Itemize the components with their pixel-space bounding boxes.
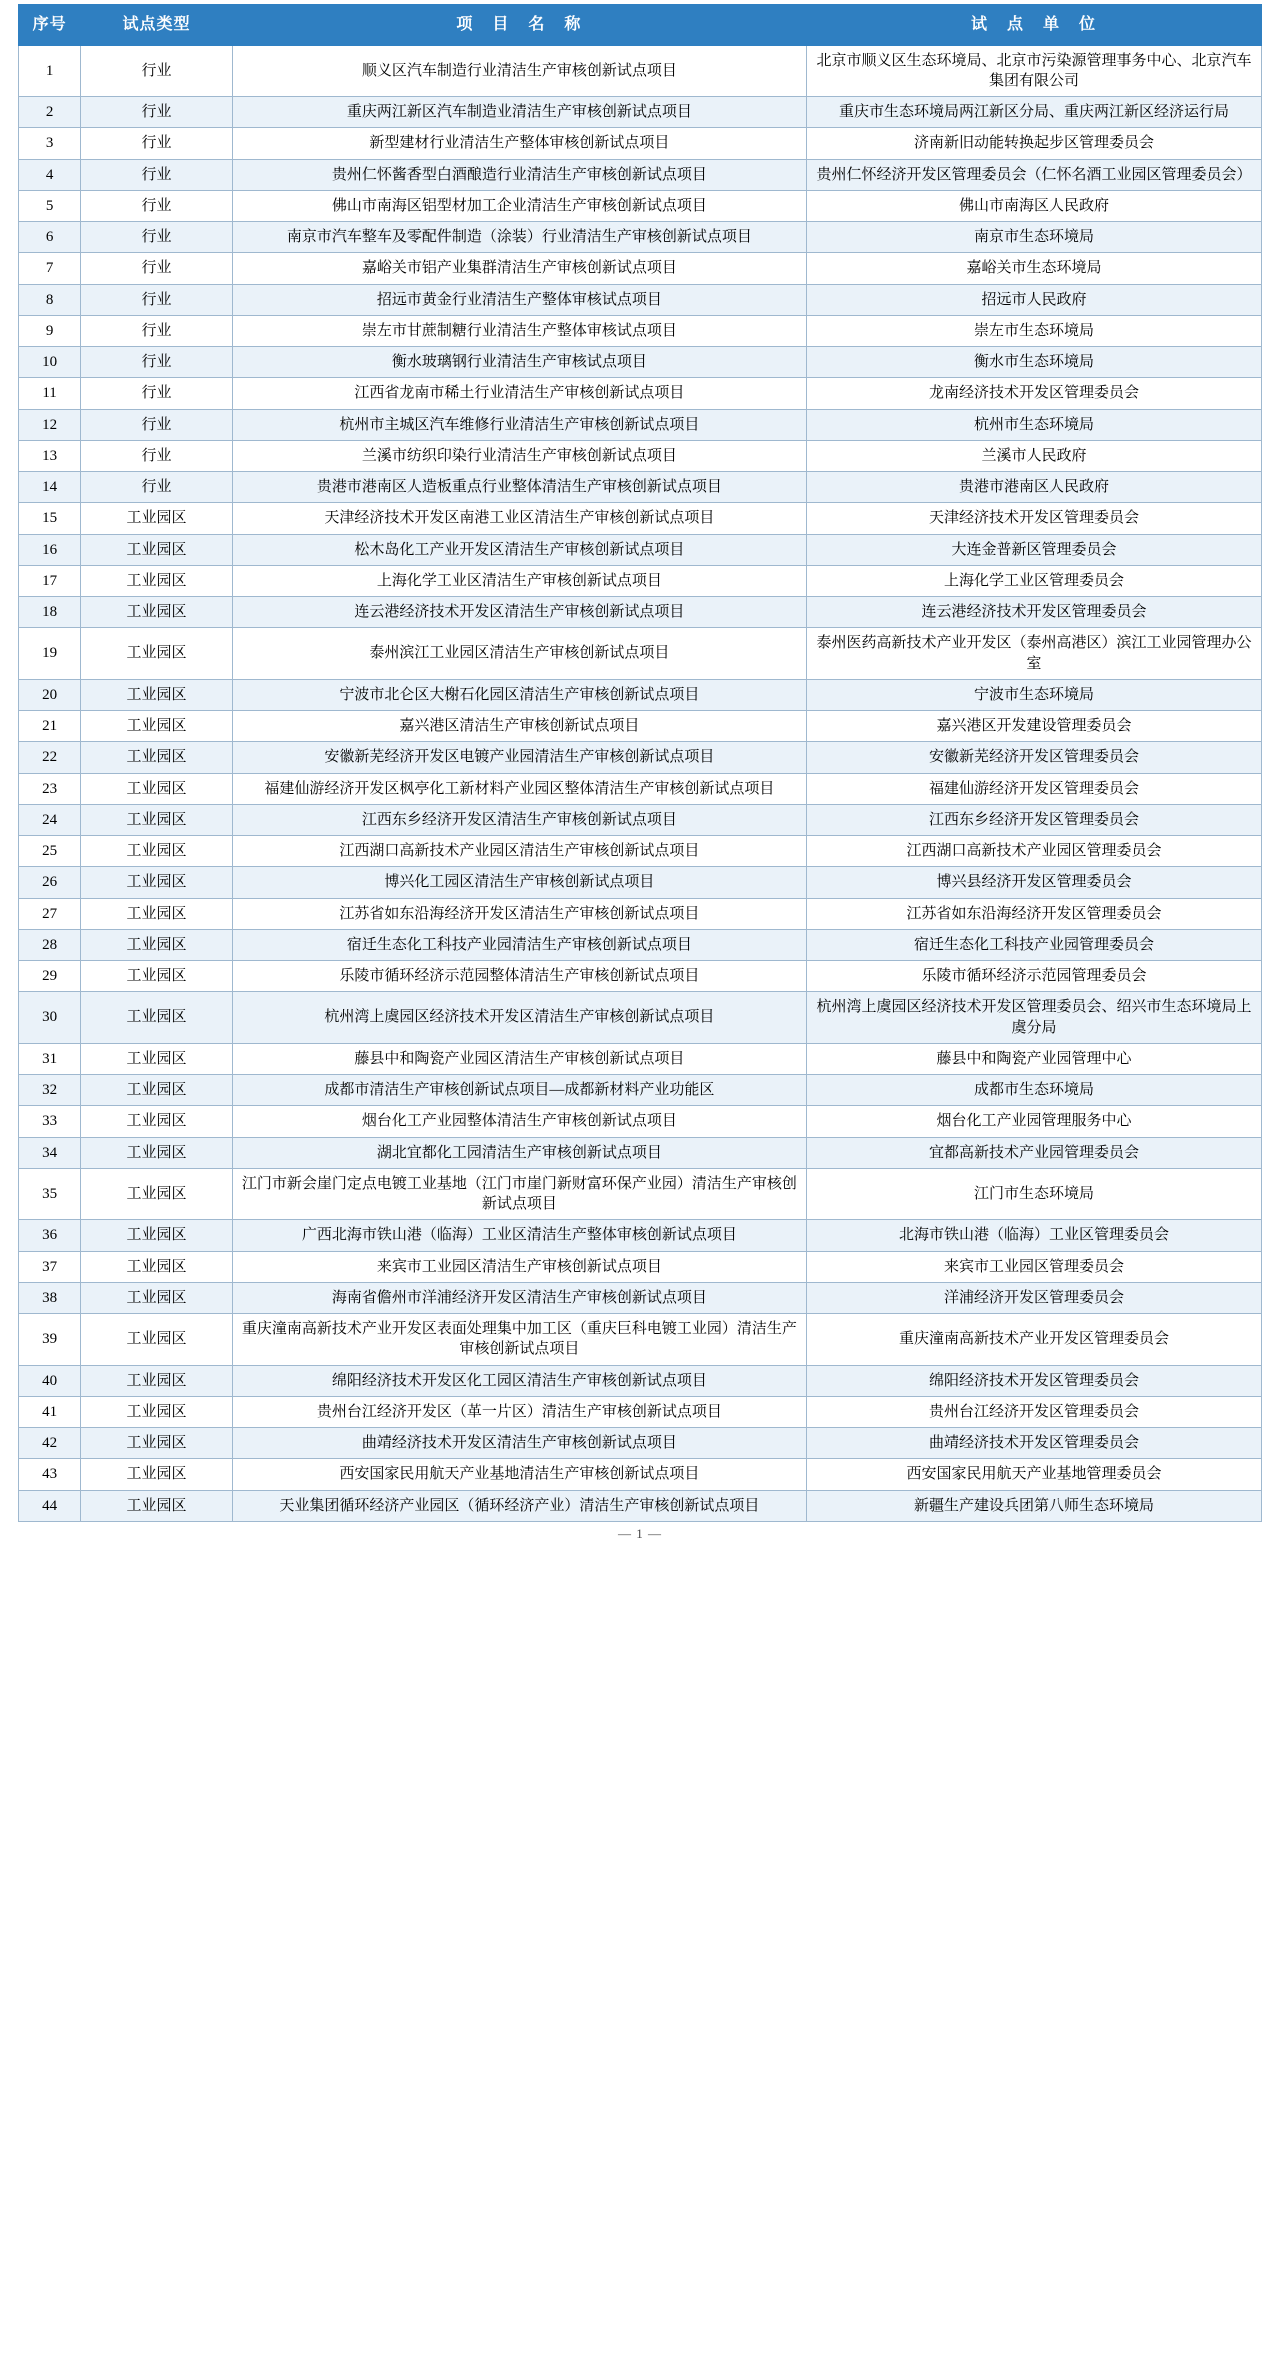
cell-pilot-unit: 安徽新芜经济开发区管理委员会 xyxy=(807,742,1262,773)
cell-project-name: 重庆潼南高新技术产业开发区表面处理集中加工区（重庆巨科电镀工业园）清洁生产审核创新试点项目 xyxy=(232,1314,806,1366)
cell-index: 8 xyxy=(19,284,81,315)
column-header-name: 项 目 名 称 xyxy=(232,5,806,46)
cell-type: 行业 xyxy=(81,378,233,409)
cell-project-name: 来宾市工业园区清洁生产审核创新试点项目 xyxy=(232,1251,806,1282)
table-row xyxy=(19,1396,1262,1427)
cell-index: 40 xyxy=(19,1365,81,1396)
cell-pilot-unit: 江门市生态环境局 xyxy=(807,1168,1262,1220)
cell-pilot-unit: 衡水市生态环境局 xyxy=(807,347,1262,378)
cell-pilot-unit: 大连金普新区管理委员会 xyxy=(807,534,1262,565)
cell-project-name: 乐陵市循环经济示范园整体清洁生产审核创新试点项目 xyxy=(232,961,806,992)
cell-project-name: 新型建材行业清洁生产整体审核创新试点项目 xyxy=(232,128,806,159)
cell-index: 2 xyxy=(19,97,81,128)
cell-project-name: 成都市清洁生产审核创新试点项目—成都新材料产业功能区 xyxy=(232,1075,806,1106)
cell-type: 工业园区 xyxy=(81,867,233,898)
cell-project-name: 贵港市港南区人造板重点行业整体清洁生产审核创新试点项目 xyxy=(232,472,806,503)
cell-index: 18 xyxy=(19,597,81,628)
cell-type: 工业园区 xyxy=(81,836,233,867)
table-row xyxy=(19,1043,1262,1074)
table-row xyxy=(19,128,1262,159)
table-row xyxy=(19,190,1262,221)
cell-index: 24 xyxy=(19,804,81,835)
cell-project-name: 江苏省如东沿海经济开发区清洁生产审核创新试点项目 xyxy=(232,898,806,929)
cell-index: 1 xyxy=(19,45,81,97)
cell-type: 行业 xyxy=(81,315,233,346)
cell-index: 20 xyxy=(19,679,81,710)
cell-type: 工业园区 xyxy=(81,1106,233,1137)
table-row xyxy=(19,565,1262,596)
cell-type: 工业园区 xyxy=(81,1220,233,1251)
table-row xyxy=(19,378,1262,409)
cell-type: 工业园区 xyxy=(81,1459,233,1490)
cell-project-name: 湖北宜都化工园清洁生产审核创新试点项目 xyxy=(232,1137,806,1168)
cell-type: 工业园区 xyxy=(81,773,233,804)
table-row xyxy=(19,503,1262,534)
cell-pilot-unit: 江苏省如东沿海经济开发区管理委员会 xyxy=(807,898,1262,929)
pilot-project-table xyxy=(18,4,1262,1522)
cell-pilot-unit: 西安国家民用航天产业基地管理委员会 xyxy=(807,1459,1262,1490)
cell-type: 工业园区 xyxy=(81,992,233,1044)
cell-type: 工业园区 xyxy=(81,679,233,710)
table-row xyxy=(19,597,1262,628)
cell-project-name: 西安国家民用航天产业基地清洁生产审核创新试点项目 xyxy=(232,1459,806,1490)
cell-pilot-unit: 贵港市港南区人民政府 xyxy=(807,472,1262,503)
cell-type: 工业园区 xyxy=(81,1365,233,1396)
cell-type: 工业园区 xyxy=(81,1282,233,1313)
cell-type: 行业 xyxy=(81,253,233,284)
cell-project-name: 烟台化工产业园整体清洁生产审核创新试点项目 xyxy=(232,1106,806,1137)
table-row xyxy=(19,898,1262,929)
cell-type: 行业 xyxy=(81,222,233,253)
cell-project-name: 连云港经济技术开发区清洁生产审核创新试点项目 xyxy=(232,597,806,628)
cell-project-name: 招远市黄金行业清洁生产整体审核试点项目 xyxy=(232,284,806,315)
cell-type: 工业园区 xyxy=(81,929,233,960)
table-row xyxy=(19,742,1262,773)
cell-project-name: 天业集团循环经济产业园区（循环经济产业）清洁生产审核创新试点项目 xyxy=(232,1490,806,1521)
cell-pilot-unit: 绵阳经济技术开发区管理委员会 xyxy=(807,1365,1262,1396)
table-header-row xyxy=(19,5,1262,46)
cell-pilot-unit: 贵州仁怀经济开发区管理委员会（仁怀名酒工业园区管理委员会） xyxy=(807,159,1262,190)
cell-type: 工业园区 xyxy=(81,1490,233,1521)
table-row xyxy=(19,1365,1262,1396)
cell-pilot-unit: 福建仙游经济开发区管理委员会 xyxy=(807,773,1262,804)
cell-type: 行业 xyxy=(81,128,233,159)
cell-project-name: 衡水玻璃钢行业清洁生产审核试点项目 xyxy=(232,347,806,378)
cell-pilot-unit: 烟台化工产业园管理服务中心 xyxy=(807,1106,1262,1137)
cell-index: 14 xyxy=(19,472,81,503)
cell-project-name: 泰州滨江工业园区清洁生产审核创新试点项目 xyxy=(232,628,806,680)
cell-project-name: 江西东乡经济开发区清洁生产审核创新试点项目 xyxy=(232,804,806,835)
table-row xyxy=(19,804,1262,835)
cell-pilot-unit: 重庆市生态环境局两江新区分局、重庆两江新区经济运行局 xyxy=(807,97,1262,128)
cell-type: 工业园区 xyxy=(81,742,233,773)
cell-type: 行业 xyxy=(81,45,233,97)
cell-pilot-unit: 连云港经济技术开发区管理委员会 xyxy=(807,597,1262,628)
cell-index: 34 xyxy=(19,1137,81,1168)
cell-type: 行业 xyxy=(81,472,233,503)
cell-pilot-unit: 重庆潼南高新技术产业开发区管理委员会 xyxy=(807,1314,1262,1366)
cell-index: 13 xyxy=(19,440,81,471)
table-row xyxy=(19,679,1262,710)
cell-index: 32 xyxy=(19,1075,81,1106)
column-header-type: 试点类型 xyxy=(81,5,233,46)
table-row xyxy=(19,1428,1262,1459)
cell-pilot-unit: 北京市顺义区生态环境局、北京市污染源管理事务中心、北京汽车集团有限公司 xyxy=(807,45,1262,97)
table-header xyxy=(19,5,1262,46)
cell-type: 工业园区 xyxy=(81,503,233,534)
table-row xyxy=(19,1168,1262,1220)
cell-index: 7 xyxy=(19,253,81,284)
page-footer: — 1 — xyxy=(618,1525,662,1541)
table-row xyxy=(19,1459,1262,1490)
cell-index: 6 xyxy=(19,222,81,253)
cell-project-name: 贵州台江经济开发区（革一片区）清洁生产审核创新试点项目 xyxy=(232,1396,806,1427)
table-row xyxy=(19,929,1262,960)
cell-type: 行业 xyxy=(81,97,233,128)
cell-type: 工业园区 xyxy=(81,1075,233,1106)
column-header-unit: 试 点 单 位 xyxy=(807,5,1262,46)
cell-project-name: 江门市新会崖门定点电镀工业基地（江门市崖门新财富环保产业园）清洁生产审核创新试点项目 xyxy=(232,1168,806,1220)
cell-pilot-unit: 龙南经济技术开发区管理委员会 xyxy=(807,378,1262,409)
table-row xyxy=(19,1075,1262,1106)
cell-pilot-unit: 泰州医药高新技术产业开发区（泰州高港区）滨江工业园管理办公室 xyxy=(807,628,1262,680)
cell-project-name: 绵阳经济技术开发区化工园区清洁生产审核创新试点项目 xyxy=(232,1365,806,1396)
table-body xyxy=(19,45,1262,1521)
cell-project-name: 上海化学工业区清洁生产审核创新试点项目 xyxy=(232,565,806,596)
cell-project-name: 崇左市甘蔗制糖行业清洁生产整体审核试点项目 xyxy=(232,315,806,346)
cell-index: 12 xyxy=(19,409,81,440)
cell-project-name: 福建仙游经济开发区枫亭化工新材料产业园区整体清洁生产审核创新试点项目 xyxy=(232,773,806,804)
cell-type: 工业园区 xyxy=(81,1251,233,1282)
cell-pilot-unit: 成都市生态环境局 xyxy=(807,1075,1262,1106)
cell-type: 工业园区 xyxy=(81,898,233,929)
cell-index: 27 xyxy=(19,898,81,929)
cell-project-name: 宿迁生态化工科技产业园清洁生产审核创新试点项目 xyxy=(232,929,806,960)
cell-type: 工业园区 xyxy=(81,565,233,596)
cell-index: 22 xyxy=(19,742,81,773)
cell-project-name: 嘉峪关市铝产业集群清洁生产审核创新试点项目 xyxy=(232,253,806,284)
table-row xyxy=(19,1282,1262,1313)
cell-project-name: 曲靖经济技术开发区清洁生产审核创新试点项目 xyxy=(232,1428,806,1459)
table-row xyxy=(19,1490,1262,1521)
table-row xyxy=(19,284,1262,315)
table-row xyxy=(19,867,1262,898)
cell-pilot-unit: 南京市生态环境局 xyxy=(807,222,1262,253)
cell-pilot-unit: 济南新旧动能转换起步区管理委员会 xyxy=(807,128,1262,159)
cell-type: 工业园区 xyxy=(81,534,233,565)
cell-pilot-unit: 北海市铁山港（临海）工业区管理委员会 xyxy=(807,1220,1262,1251)
cell-project-name: 贵州仁怀酱香型白酒酿造行业清洁生产审核创新试点项目 xyxy=(232,159,806,190)
cell-index: 44 xyxy=(19,1490,81,1521)
cell-pilot-unit: 贵州台江经济开发区管理委员会 xyxy=(807,1396,1262,1427)
table-row xyxy=(19,961,1262,992)
cell-project-name: 兰溪市纺织印染行业清洁生产审核创新试点项目 xyxy=(232,440,806,471)
cell-index: 25 xyxy=(19,836,81,867)
cell-project-name: 南京市汽车整车及零配件制造（涂装）行业清洁生产审核创新试点项目 xyxy=(232,222,806,253)
cell-index: 43 xyxy=(19,1459,81,1490)
table-row xyxy=(19,1220,1262,1251)
table-row xyxy=(19,992,1262,1044)
cell-project-name: 重庆两江新区汽车制造业清洁生产审核创新试点项目 xyxy=(232,97,806,128)
cell-index: 16 xyxy=(19,534,81,565)
cell-project-name: 海南省儋州市洋浦经济开发区清洁生产审核创新试点项目 xyxy=(232,1282,806,1313)
cell-index: 28 xyxy=(19,929,81,960)
cell-type: 工业园区 xyxy=(81,1314,233,1366)
cell-pilot-unit: 佛山市南海区人民政府 xyxy=(807,190,1262,221)
table-row xyxy=(19,628,1262,680)
cell-index: 42 xyxy=(19,1428,81,1459)
cell-pilot-unit: 江西东乡经济开发区管理委员会 xyxy=(807,804,1262,835)
table-row xyxy=(19,97,1262,128)
cell-index: 35 xyxy=(19,1168,81,1220)
cell-type: 工业园区 xyxy=(81,628,233,680)
cell-project-name: 嘉兴港区清洁生产审核创新试点项目 xyxy=(232,711,806,742)
column-header-index: 序号 xyxy=(19,5,81,46)
cell-pilot-unit: 博兴县经济开发区管理委员会 xyxy=(807,867,1262,898)
cell-pilot-unit: 乐陵市循环经济示范园管理委员会 xyxy=(807,961,1262,992)
cell-index: 9 xyxy=(19,315,81,346)
cell-type: 工业园区 xyxy=(81,1137,233,1168)
cell-index: 39 xyxy=(19,1314,81,1366)
table-row xyxy=(19,253,1262,284)
cell-index: 5 xyxy=(19,190,81,221)
table-row xyxy=(19,222,1262,253)
cell-pilot-unit: 嘉兴港区开发建设管理委员会 xyxy=(807,711,1262,742)
table-row xyxy=(19,347,1262,378)
cell-index: 10 xyxy=(19,347,81,378)
table-row xyxy=(19,315,1262,346)
cell-index: 41 xyxy=(19,1396,81,1427)
table-row xyxy=(19,440,1262,471)
cell-project-name: 杭州市主城区汽车维修行业清洁生产审核创新试点项目 xyxy=(232,409,806,440)
cell-index: 33 xyxy=(19,1106,81,1137)
cell-pilot-unit: 新疆生产建设兵团第八师生态环境局 xyxy=(807,1490,1262,1521)
cell-project-name: 顺义区汽车制造行业清洁生产审核创新试点项目 xyxy=(232,45,806,97)
cell-type: 工业园区 xyxy=(81,1428,233,1459)
table-row xyxy=(19,773,1262,804)
cell-type: 行业 xyxy=(81,190,233,221)
cell-type: 行业 xyxy=(81,440,233,471)
cell-project-name: 江西湖口高新技术产业园区清洁生产审核创新试点项目 xyxy=(232,836,806,867)
cell-index: 38 xyxy=(19,1282,81,1313)
cell-index: 36 xyxy=(19,1220,81,1251)
table-row xyxy=(19,1106,1262,1137)
cell-index: 31 xyxy=(19,1043,81,1074)
cell-project-name: 天津经济技术开发区南港工业区清洁生产审核创新试点项目 xyxy=(232,503,806,534)
table-row xyxy=(19,1314,1262,1366)
cell-pilot-unit: 宁波市生态环境局 xyxy=(807,679,1262,710)
cell-project-name: 杭州湾上虞园区经济技术开发区清洁生产审核创新试点项目 xyxy=(232,992,806,1044)
cell-type: 工业园区 xyxy=(81,1043,233,1074)
cell-pilot-unit: 嘉峪关市生态环境局 xyxy=(807,253,1262,284)
cell-type: 工业园区 xyxy=(81,1168,233,1220)
cell-index: 21 xyxy=(19,711,81,742)
cell-pilot-unit: 藤县中和陶瓷产业园管理中心 xyxy=(807,1043,1262,1074)
cell-index: 3 xyxy=(19,128,81,159)
cell-project-name: 佛山市南海区铝型材加工企业清洁生产审核创新试点项目 xyxy=(232,190,806,221)
cell-type: 行业 xyxy=(81,159,233,190)
cell-project-name: 松木岛化工产业开发区清洁生产审核创新试点项目 xyxy=(232,534,806,565)
cell-pilot-unit: 洋浦经济开发区管理委员会 xyxy=(807,1282,1262,1313)
cell-type: 工业园区 xyxy=(81,711,233,742)
cell-project-name: 藤县中和陶瓷产业园区清洁生产审核创新试点项目 xyxy=(232,1043,806,1074)
cell-project-name: 江西省龙南市稀土行业清洁生产审核创新试点项目 xyxy=(232,378,806,409)
cell-pilot-unit: 来宾市工业园区管理委员会 xyxy=(807,1251,1262,1282)
cell-pilot-unit: 杭州湾上虞园区经济技术开发区管理委员会、绍兴市生态环境局上虞分局 xyxy=(807,992,1262,1044)
table-row xyxy=(19,1137,1262,1168)
cell-pilot-unit: 兰溪市人民政府 xyxy=(807,440,1262,471)
cell-type: 工业园区 xyxy=(81,1396,233,1427)
cell-project-name: 安徽新芜经济开发区电镀产业园清洁生产审核创新试点项目 xyxy=(232,742,806,773)
cell-pilot-unit: 上海化学工业区管理委员会 xyxy=(807,565,1262,596)
cell-type: 工业园区 xyxy=(81,804,233,835)
cell-pilot-unit: 招远市人民政府 xyxy=(807,284,1262,315)
cell-pilot-unit: 江西湖口高新技术产业园区管理委员会 xyxy=(807,836,1262,867)
cell-index: 19 xyxy=(19,628,81,680)
table-row xyxy=(19,45,1262,97)
cell-index: 23 xyxy=(19,773,81,804)
cell-type: 行业 xyxy=(81,284,233,315)
table-row xyxy=(19,534,1262,565)
cell-index: 15 xyxy=(19,503,81,534)
cell-project-name: 广西北海市铁山港（临海）工业区清洁生产整体审核创新试点项目 xyxy=(232,1220,806,1251)
table-row xyxy=(19,836,1262,867)
table-row xyxy=(19,409,1262,440)
cell-project-name: 博兴化工园区清洁生产审核创新试点项目 xyxy=(232,867,806,898)
cell-type: 行业 xyxy=(81,409,233,440)
cell-pilot-unit: 杭州市生态环境局 xyxy=(807,409,1262,440)
cell-type: 行业 xyxy=(81,347,233,378)
cell-project-name: 宁波市北仑区大榭石化园区清洁生产审核创新试点项目 xyxy=(232,679,806,710)
table-row xyxy=(19,711,1262,742)
cell-index: 4 xyxy=(19,159,81,190)
cell-pilot-unit: 宜都高新技术产业园管理委员会 xyxy=(807,1137,1262,1168)
cell-pilot-unit: 曲靖经济技术开发区管理委员会 xyxy=(807,1428,1262,1459)
table-row xyxy=(19,159,1262,190)
cell-type: 工业园区 xyxy=(81,961,233,992)
cell-index: 17 xyxy=(19,565,81,596)
cell-pilot-unit: 宿迁生态化工科技产业园管理委员会 xyxy=(807,929,1262,960)
cell-index: 26 xyxy=(19,867,81,898)
cell-index: 37 xyxy=(19,1251,81,1282)
cell-pilot-unit: 天津经济技术开发区管理委员会 xyxy=(807,503,1262,534)
table-row xyxy=(19,472,1262,503)
cell-index: 29 xyxy=(19,961,81,992)
cell-index: 11 xyxy=(19,378,81,409)
cell-pilot-unit: 崇左市生态环境局 xyxy=(807,315,1262,346)
table-row xyxy=(19,1251,1262,1282)
cell-index: 30 xyxy=(19,992,81,1044)
cell-type: 工业园区 xyxy=(81,597,233,628)
